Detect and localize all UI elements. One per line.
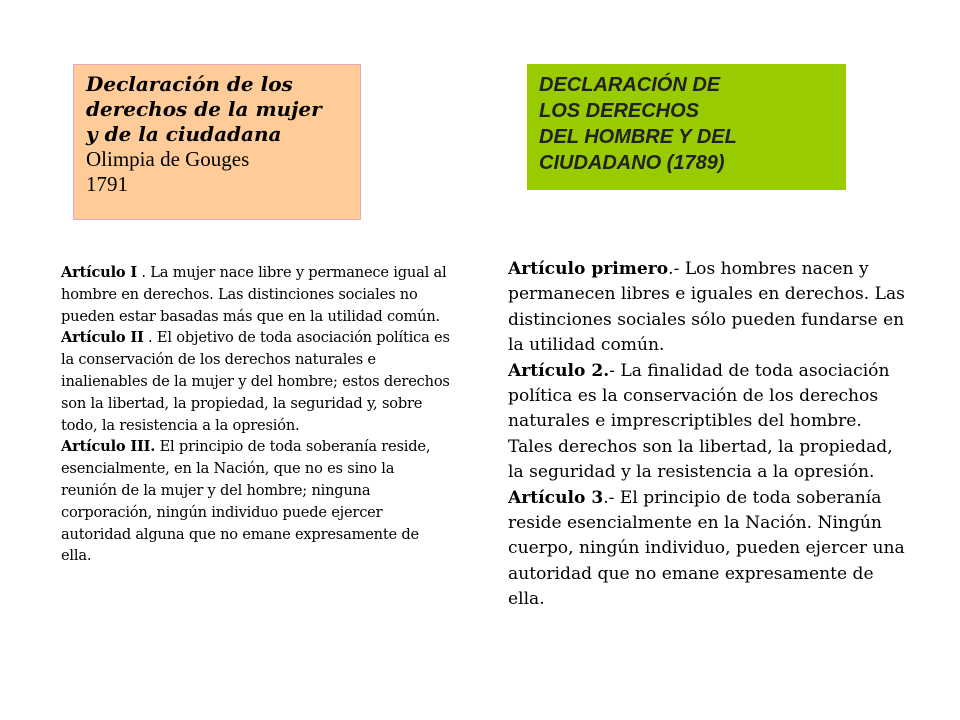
womens-article-1-text: . La mujer nace libre y permanece igual al hombre en derechos. Las distinciones sociales no pueden estar basadas más que en la utilidad común. xyxy=(61,264,447,325)
womens-declaration-articles xyxy=(61,262,453,567)
womens-declaration-title-box xyxy=(73,64,361,220)
womens-article-2 xyxy=(61,327,453,436)
mans-article-2-text: - La finalidad de toda asociación política es la conservación de los derechos naturales e imprescriptibles del hombre. Tales derechos son la libertad, la propiedad, la seguridad y la resistencia a la opresión. xyxy=(508,360,893,483)
mans-article-2 xyxy=(508,359,908,486)
mans-declaration-title-box xyxy=(527,64,846,190)
mans-article-1-heading: Artículo primero xyxy=(508,259,669,279)
womens-article-3-heading: Artículo III. xyxy=(61,438,156,456)
womens-declaration-author: Olimpia de Gouges xyxy=(86,147,250,171)
mans-declaration-title: DECLARACIÓN DE LOS DERECHOS DEL HOMBRE Y DEL CIUDADANO (1789) xyxy=(539,74,737,174)
mans-article-1-text: .- Los hombres nacen y permanecen libres e iguales en derechos. Las distinciones sociales sólo pueden fundarse en la utilidad común. xyxy=(508,259,905,356)
mans-article-3-heading: Artículo 3 xyxy=(508,487,604,508)
womens-article-3 xyxy=(61,436,453,567)
womens-article-2-text: . El objetivo de toda asociación política es la conservación de los derechos naturales e inalienables de la mujer y del hombre; estos derechos son la libertad, la propiedad, la seguridad y, sobre todo, la resistencia a la opresión. xyxy=(61,329,450,434)
womens-article-1 xyxy=(61,262,453,327)
mans-article-3-text: .- El principio de toda soberanía reside esencialmente en la Nación. Ningún cuerpo, ningún individuo, pueden ejercer una autoridad que no emane expresamente de ella. xyxy=(508,487,905,610)
womens-article-3-text: El principio de toda soberanía reside, esencialmente, en la Nación, que no es sino la reunión de la mujer y del hombre; ninguna corporación, ningún individuo puede ejercer autoridad alguna que no emane expresamente de ella. xyxy=(61,438,431,565)
womens-declaration-title: Declaración de los derechos de la mujer y de la ciudadana xyxy=(86,72,322,146)
womens-article-1-heading: Artículo I xyxy=(61,264,137,281)
womens-article-2-heading: Artículo II xyxy=(61,329,144,347)
womens-declaration-year: 1791 xyxy=(86,172,128,196)
mans-article-2-heading: Artículo 2. xyxy=(508,360,610,381)
mans-article-3 xyxy=(508,486,908,613)
mans-declaration-articles xyxy=(508,257,908,613)
mans-article-1 xyxy=(508,257,908,359)
